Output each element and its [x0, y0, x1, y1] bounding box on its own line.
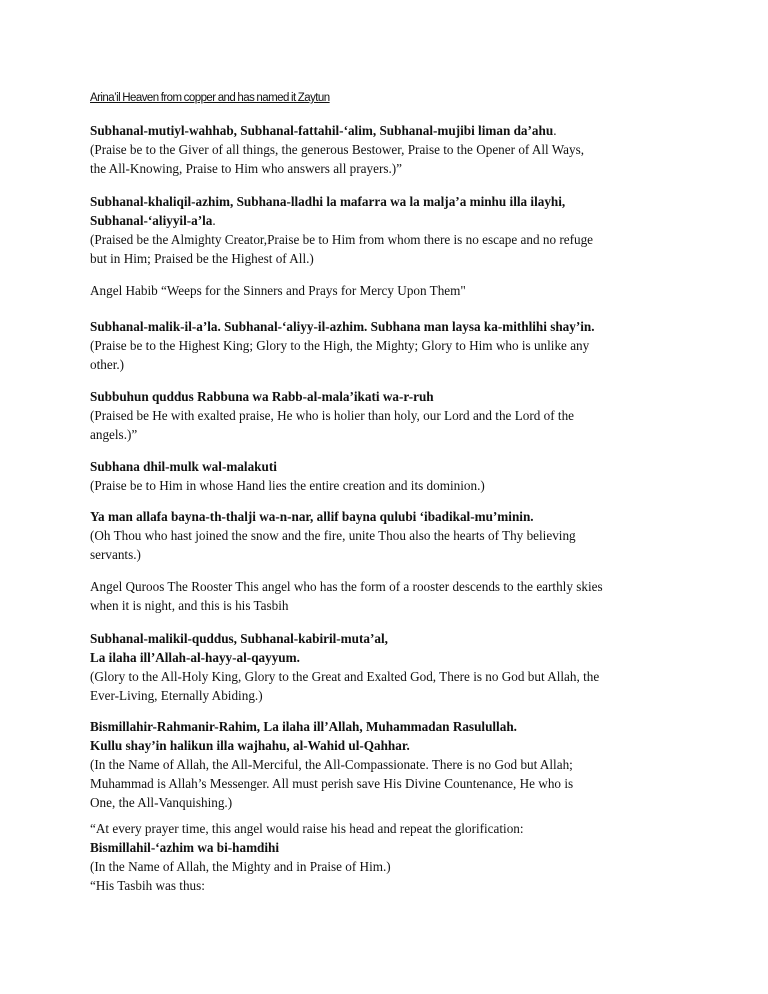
- line-text: (Glory to the All-Holy King, Glory to the Great and Exalted God, There is no God but Allah, the: [90, 669, 600, 684]
- line-text: Subhanal-‘aliyyil-a’la: [90, 213, 213, 228]
- text-line: [90, 336, 690, 355]
- line-text: (In the Name of Allah, the All-Merciful, the All-Compassionate. There is no God but Allah;: [90, 757, 573, 772]
- line-text: One, the All-Vanquishing.): [90, 795, 233, 810]
- text-line: [90, 249, 690, 268]
- line-text: Subhana dhil-mulk wal-malakuti: [90, 459, 277, 474]
- text-line: [90, 425, 690, 444]
- section-heading: Arina’il Heaven from copper and has named it Zaytun: [90, 92, 330, 104]
- text-line: [90, 281, 690, 300]
- line-text: Subbuhun quddus Rabbuna wa Rabb-al-mala’ikati wa-r-ruh: [90, 389, 434, 404]
- text-line: [90, 159, 690, 178]
- line-text: the All-Knowing, Praise to Him who answers all prayers.)”: [90, 161, 403, 176]
- text-line: [90, 876, 690, 895]
- line-text: Ever-Living, Eternally Abiding.): [90, 688, 263, 703]
- text-line: [90, 355, 690, 374]
- line-text: when it is night, and this is his Tasbih: [90, 598, 289, 613]
- transliteration-line: [90, 629, 690, 648]
- paragraph: [90, 717, 690, 812]
- transliteration-line: [90, 192, 690, 211]
- transliteration-line: [90, 736, 690, 755]
- paragraph: [90, 121, 690, 178]
- transliteration-line: [90, 717, 690, 736]
- text-line: [90, 406, 690, 425]
- line-text: Kullu shay’in halikun illa wajhahu, al-Wahid ul-Qahhar.: [90, 738, 410, 753]
- line-text: (Praise be to the Giver of all things, the generous Bestower, Praise to the Opener of All Ways,: [90, 142, 585, 157]
- paragraph: [90, 507, 690, 564]
- line-text: (Oh Thou who hast joined the snow and the fire, unite Thou also the hearts of Thy believing: [90, 528, 576, 543]
- text-line: [90, 596, 690, 615]
- transliteration-line: [90, 121, 690, 140]
- paragraph: [90, 457, 690, 495]
- text-line: [90, 577, 690, 596]
- line-text: Subhanal-malikil-quddus, Subhanal-kabiril-muta’al,: [90, 631, 388, 646]
- line-text: Ya man allafa bayna-th-thalji wa-n-nar, allif bayna qulubi ‘ibadikal-mu’minin.: [90, 509, 534, 524]
- transliteration-line: [90, 317, 690, 336]
- transliteration-line: [90, 457, 690, 476]
- text-line: [90, 686, 690, 705]
- text-line: [90, 793, 690, 812]
- line-text: Angel Quroos The Rooster This angel who has the form of a rooster descends to the earthly skies: [90, 579, 603, 594]
- line-text: other.): [90, 357, 125, 372]
- text-line: [90, 755, 690, 774]
- text-line: [90, 526, 690, 545]
- transliteration-line: [90, 648, 690, 667]
- line-text: Subhanal-khaliqil-azhim, Subhana-lladhi la mafarra wa la malja’a minhu illa ilayhi,: [90, 194, 566, 209]
- text-line: [90, 476, 690, 495]
- transliteration-line: [90, 838, 690, 857]
- line-text: Muhammad is Allah’s Messenger. All must perish save His Divine Countenance, He who is: [90, 776, 574, 791]
- line-text: Bismillahir-Rahmanir-Rahim, La ilaha ill’Allah, Muhammadan Rasulullah.: [90, 719, 517, 734]
- line-text: (Praised be He with exalted praise, He who is holier than holy, our Lord and the Lord of the: [90, 408, 575, 423]
- paragraph: [90, 281, 690, 300]
- text-line: [90, 230, 690, 249]
- line-text: (Praised be the Almighty Creator,Praise be to Him from whom there is no escape and no refuge: [90, 232, 594, 247]
- transliteration-line: [90, 211, 690, 230]
- text-line: [90, 774, 690, 793]
- text-line: [90, 819, 690, 838]
- line-text: Subhanal-malik-il-a’la. Subhanal-‘aliyy-il-azhim. Subhana man laysa ka-mithlihi shay’in.: [90, 319, 595, 334]
- line-text: Subhanal-mutiyl-wahhab, Subhanal-fattahil-‘alim, Subhanal-mujibi liman da’ahu: [90, 123, 554, 138]
- paragraph: [90, 317, 690, 374]
- line-text: angels.)”: [90, 427, 138, 442]
- line-punctuation: .: [212, 213, 216, 228]
- line-punctuation: .: [553, 123, 557, 138]
- line-text: Bismillahil-‘azhim wa bi-hamdihi: [90, 840, 280, 855]
- line-text: “His Tasbih was thus:: [90, 878, 205, 893]
- paragraph: [90, 819, 690, 895]
- paragraph: [90, 629, 690, 705]
- paragraph: [90, 387, 690, 444]
- line-text: La ilaha ill’Allah-al-hayy-al-qayyum.: [90, 650, 300, 665]
- text-line: [90, 545, 690, 564]
- transliteration-line: [90, 387, 690, 406]
- line-text: “At every prayer time, this angel would raise his head and repeat the glorification:: [90, 821, 524, 836]
- text-line: [90, 667, 690, 686]
- transliteration-line: [90, 507, 690, 526]
- paragraph: [90, 192, 690, 268]
- line-text: (Praise be to Him in whose Hand lies the entire creation and its dominion.): [90, 478, 485, 493]
- paragraph: [90, 577, 690, 615]
- line-text: Angel Habib “Weeps for the Sinners and Prays for Mercy Upon Them": [90, 283, 466, 298]
- line-text: servants.): [90, 547, 141, 562]
- line-text: (Praise be to the Highest King; Glory to the High, the Mighty; Glory to Him who is unlike any: [90, 338, 590, 353]
- text-line: [90, 857, 690, 876]
- text-line: [90, 140, 690, 159]
- line-text: (In the Name of Allah, the Mighty and in Praise of Him.): [90, 859, 391, 874]
- line-text: but in Him; Praised be the Highest of All.): [90, 251, 314, 266]
